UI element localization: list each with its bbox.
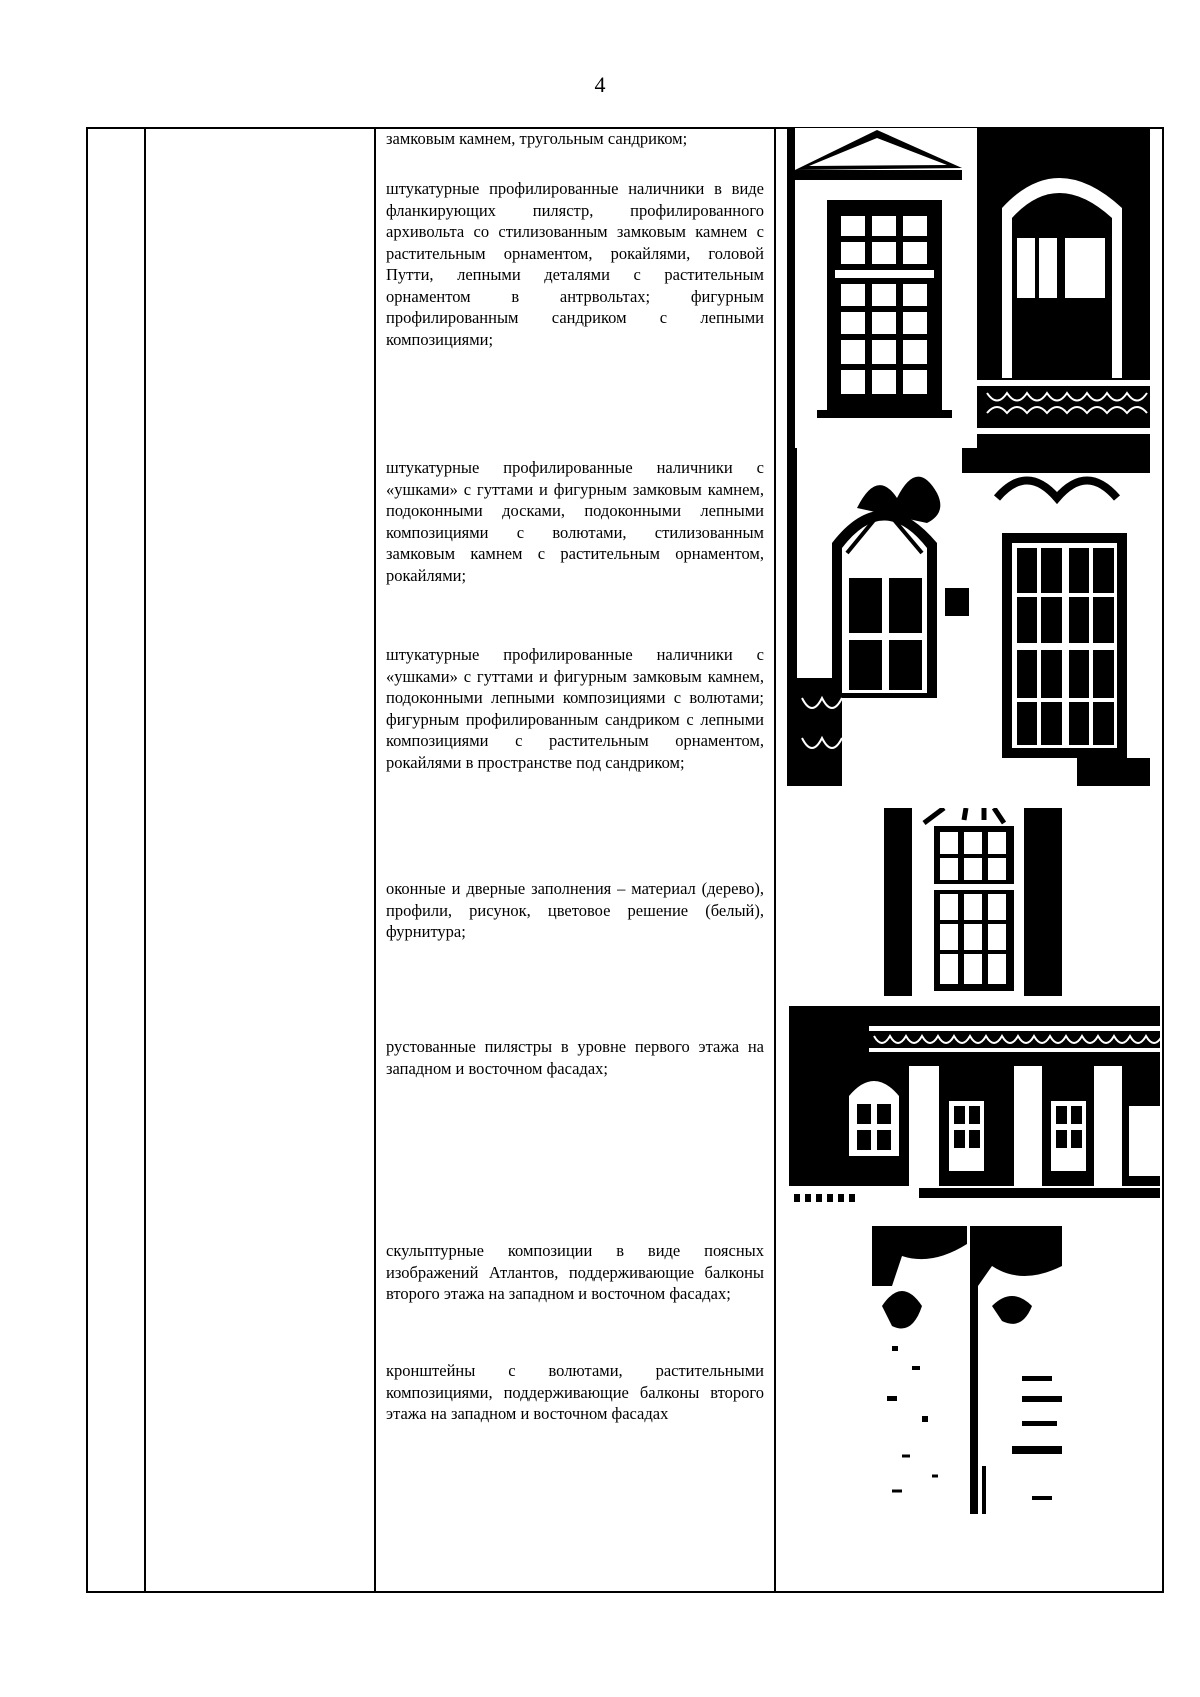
page-number: 4: [594, 72, 606, 97]
facade-photo: [872, 1226, 1078, 1514]
entry-text: штукатурные профилированные наличники с «ушками» с гуттами и фигурным замковым камнем, подоконными лепными композициями с волютами; фигурным профилированным сандриком с лепными композициями с растительным орнаментом, рокайлями в пространстве под сандриком;: [386, 645, 764, 772]
entry-text: замковым камнем, тругольным сандриком;: [386, 129, 688, 148]
column-divider: [374, 129, 376, 1591]
entry-text: штукатурные профилированные наличники с «ушками» с гуттами и фигурным замковым камнем, подоконными досками, подоконными лепными композициями с волютами, стилизованным замковым камнем с растительным орнаментом, рокайлями;: [386, 458, 764, 585]
entry-text: рустованные пилястры в уровне первого этажа на западном и восточном фасадах;: [386, 1037, 764, 1078]
facade-photo: [787, 128, 1150, 448]
entry-text: оконные и дверные заполнения – материал (дерево), профили, рисунок, цветовое решение (белый), фурнитура;: [386, 879, 764, 941]
entry-text: скульптурные композиции в виде поясных изображений Атлантов, поддерживающие балконы второго этажа на западном и восточном фасадах;: [386, 1241, 764, 1303]
facade-photo: [787, 448, 1150, 786]
facade-photo: [884, 808, 1062, 996]
entry-text: штукатурные профилированные наличники в виде фланкирующих пилястр, профилированного архивольта со стилизованным замковым камнем с растительным орнаментом, рокайлями, головой Путти, лепными деталями с растительным орнаментом в антрвольтах; фигурным профилированным сандриком с лепными композициями;: [386, 179, 764, 349]
column-divider: [144, 129, 146, 1591]
column-divider: [774, 129, 776, 1591]
entry-text: кронштейны с волютами, растительными композициями, поддерживающие балконы второго этажа на западном и восточном фасадах: [386, 1361, 764, 1423]
facade-photo: [789, 1006, 1160, 1210]
